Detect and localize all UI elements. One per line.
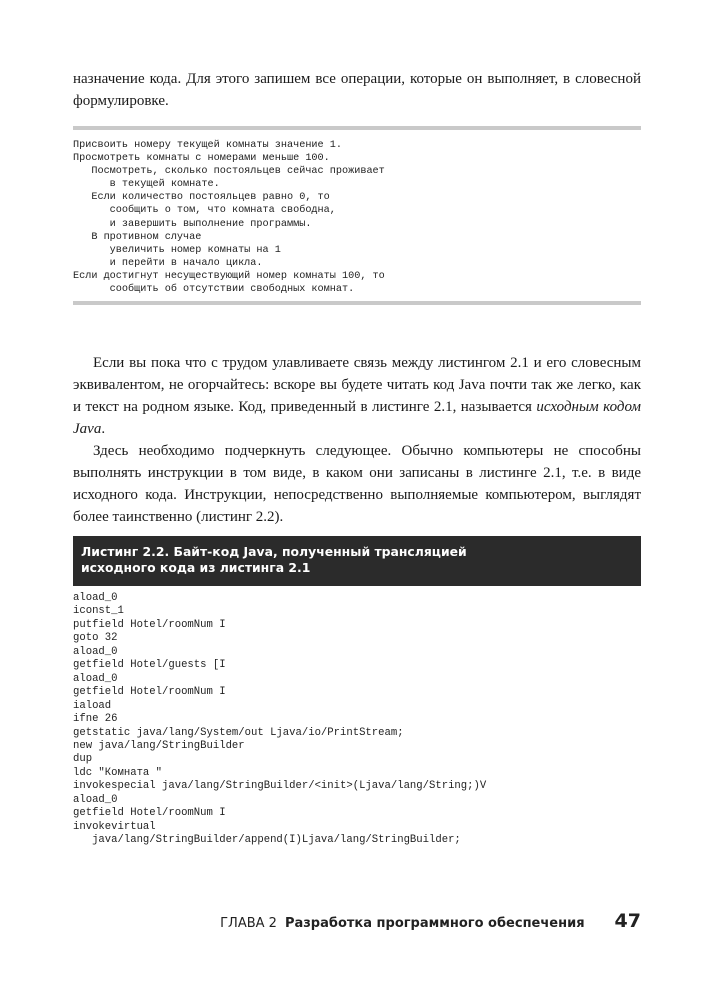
listing-title-line-1: Листинг 2.2. Байт-код Java, полученный трансляцией <box>81 544 467 559</box>
bytecode-line: iconst_1 <box>73 605 124 618</box>
bytecode-line: getfield Hotel/guests [I <box>73 659 226 672</box>
chapter-title: Разработка программного обеспечения <box>284 916 585 931</box>
italic-term: исходным кодом Java <box>73 399 641 437</box>
pseudocode-line: Если достигнут несуществующий номер комнаты 100, то <box>73 270 385 282</box>
pseudocode-line: Присвоить номеру текущей комнаты значение 1. <box>73 140 342 151</box>
bytecode-line: new java/lang/StringBuilder <box>73 739 245 752</box>
page-footer <box>73 910 641 934</box>
bytecode-line: aload_0 <box>73 592 118 604</box>
pseudocode-line: увеличить номер комнаты на 1 <box>73 244 281 256</box>
page-number: 47 <box>614 910 641 932</box>
body-text <box>73 352 641 528</box>
pseudocode-line: сообщить об отсутствии свободных комнат. <box>73 284 355 296</box>
bytecode-line: ldc "Комната " <box>73 766 163 779</box>
bytecode-line: getstatic java/lang/System/out Ljava/io/PrintStream; <box>73 726 404 739</box>
bytecode-line: getfield Hotel/roomNum I <box>73 807 226 820</box>
pseudocode-line: Просмотреть комнаты с номерами меньше 100. <box>73 153 330 165</box>
paragraph-text: Если вы пока что с трудом улавливаете связь между листингом 2.1 и его словесным эквивалентом, не огорчайтесь: вскоре вы будете читать код Java почти так же легко, как и текст на родном языке. Код, приведенный в листинге 2.1, называется <box>73 355 641 415</box>
bytecode-line: ifne 26 <box>73 713 118 726</box>
bytecode-line: getfield Hotel/roomNum I <box>73 686 226 699</box>
bytecode-line: putfield Hotel/roomNum I <box>73 618 226 631</box>
paragraph-bytecode-intro: Здесь необходимо подчеркнуть следующее. Обычно компьютеры не способны выполнять инструкции в том виде, в каком они записаны в листинге 2.1, т.е. в виде исходного кода. Инструкции, непосредственно выполняемые компьютером, выглядят более таинственно (листинг 2.2). <box>73 443 641 525</box>
listing-title-bar <box>73 536 641 586</box>
bytecode-line: java/lang/StringBuilder/append(I)Ljava/lang/StringBuilder; <box>73 834 461 847</box>
pseudocode-line: Если количество постояльцев равно 0, то <box>73 192 330 204</box>
listing-title-line-2: исходного кода из листинга 2.1 <box>81 560 311 575</box>
bytecode-line: aload_0 <box>73 645 118 658</box>
paragraph-source-code <box>73 352 641 440</box>
intro-paragraph: назначение кода. Для этого запишем все операции, которые он выполняет, в словесной формулировке. <box>73 71 641 109</box>
pseudocode-line: Посмотреть, сколько постояльцев сейчас проживает <box>73 166 385 178</box>
pseudocode-line: в текущей комнате. <box>73 179 220 191</box>
pseudocode-block <box>73 126 641 305</box>
pseudocode-line: и перейти в начало цикла. <box>73 257 263 269</box>
bytecode-line: goto 32 <box>73 632 118 645</box>
bytecode-line: aload_0 <box>73 793 118 806</box>
bytecode-line: iaload <box>73 699 112 712</box>
pseudocode-line: и завершить выполнение программы. <box>73 218 312 230</box>
bytecode-line: aload_0 <box>73 672 118 685</box>
bytecode-listing <box>73 592 641 848</box>
bytecode-line: invokespecial java/lang/StringBuilder/<init>(Ljava/lang/String;)V <box>73 780 487 793</box>
bytecode-line: invokevirtual <box>73 820 156 833</box>
chapter-label: ГЛАВА 2 <box>220 916 277 931</box>
bytecode-line: dup <box>73 753 93 766</box>
pseudocode-line: сообщить о том, что комната свободна, <box>73 205 336 217</box>
pseudocode-line: В противном случае <box>73 231 202 243</box>
paragraph-text-end: . <box>101 421 106 437</box>
